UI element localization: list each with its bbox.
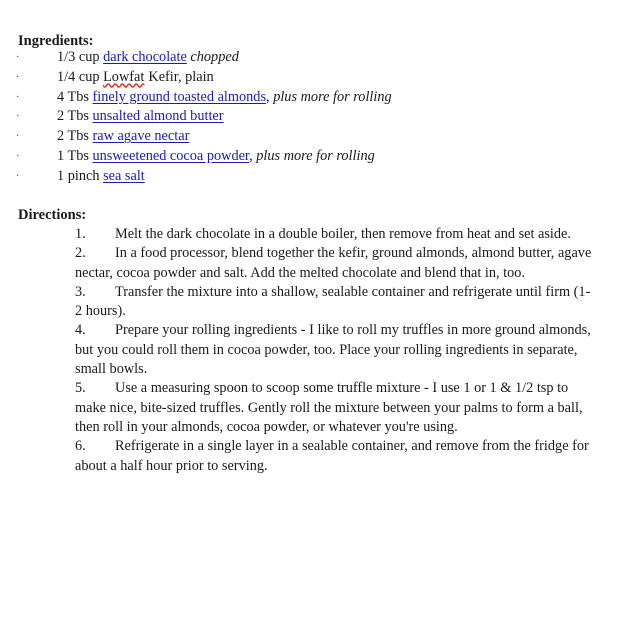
spellcheck-word: Lowfat [103, 68, 145, 85]
step-number: 4. [75, 322, 86, 339]
ingredient-qty: 2 Tbs [57, 128, 89, 145]
bullet-icon: · [16, 91, 20, 103]
bullet-icon: · [16, 52, 20, 63]
step-text: Prepare your rolling ingredients - I like to roll my truffles in more ground almonds, but you could roll them in cocoa powder, too. Place your rolling ingredients in separate, small bowls. [75, 322, 591, 378]
ingredient-link-agave-nectar[interactable]: raw agave nectar [92, 128, 190, 145]
step-text: Transfer the mixture into a shallow, sealable container and refrigerate until firm (1-2 hours). [75, 283, 591, 320]
step-number: 6. [75, 438, 86, 455]
direction-step [75, 321, 595, 379]
direction-step [75, 379, 595, 437]
step-number: 5. [75, 380, 86, 397]
step-number: 3. [75, 283, 86, 300]
ingredient-qty: 1/3 cup [57, 49, 100, 65]
ingredient-punct: , [266, 88, 270, 105]
ingredients-heading: Ingredients: [18, 33, 94, 49]
step-text: In a food processor, blend together the kefir, ground almonds, almond butter, agave nectar, cocoa powder and salt. Add the melted chocolate and blend that in, too. [75, 245, 592, 281]
ingredient-link-dark-chocolate[interactable]: dark chocolate [103, 49, 187, 65]
ingredient-qty: 4 Tbs [57, 88, 89, 105]
ingredient-link-sea-salt[interactable]: sea salt [103, 167, 145, 184]
ingredient-qty: 1 pinch [57, 167, 100, 184]
ingredient-note: plus more for rolling [273, 88, 392, 105]
ingredient-qty: 1 Tbs [57, 147, 89, 164]
step-number: 1. [75, 226, 86, 242]
direction-step [75, 225, 595, 244]
step-text: Melt the dark chocolate in a double boiler, then remove from heat and set aside. [115, 226, 571, 242]
bullet-icon: · [16, 170, 20, 182]
bullet-icon: · [16, 150, 20, 162]
ingredient-rest: Kefir, plain [148, 68, 214, 85]
ingredient-qty: 1/4 cup [57, 68, 100, 85]
direction-step [75, 437, 595, 476]
step-text: Refrigerate in a single layer in a sealable container, and remove from the fridge for about a half hour prior to serving. [75, 438, 589, 474]
ingredient-note: plus more for rolling [256, 147, 375, 164]
bullet-icon: · [16, 131, 20, 143]
ingredient-link-almond-butter[interactable]: unsalted almond butter [92, 108, 224, 125]
direction-step [75, 244, 595, 283]
ingredient-qty: 2 Tbs [57, 108, 89, 125]
bullet-icon: · [16, 71, 20, 83]
ingredient-link-cocoa-powder[interactable]: unsweetened cocoa powder [92, 147, 250, 164]
direction-step [75, 283, 595, 322]
directions-heading: Directions: [18, 207, 87, 223]
directions-list [75, 225, 595, 476]
ingredient-punct: , [249, 147, 253, 164]
ingredient-link-ground-almonds[interactable]: finely ground toasted almonds [92, 88, 267, 105]
step-number: 2. [75, 245, 86, 262]
step-text: Use a measuring spoon to scoop some truffle mixture - I use 1 or 1 & 1/2 tsp to make nice, bite-sized truffles. Gently roll the mixture between your palms to form a ball, then roll in your almonds, cocoa powder, or whatever you're using. [75, 380, 583, 435]
ingredient-note: chopped [190, 49, 239, 65]
bullet-icon: · [16, 111, 20, 123]
